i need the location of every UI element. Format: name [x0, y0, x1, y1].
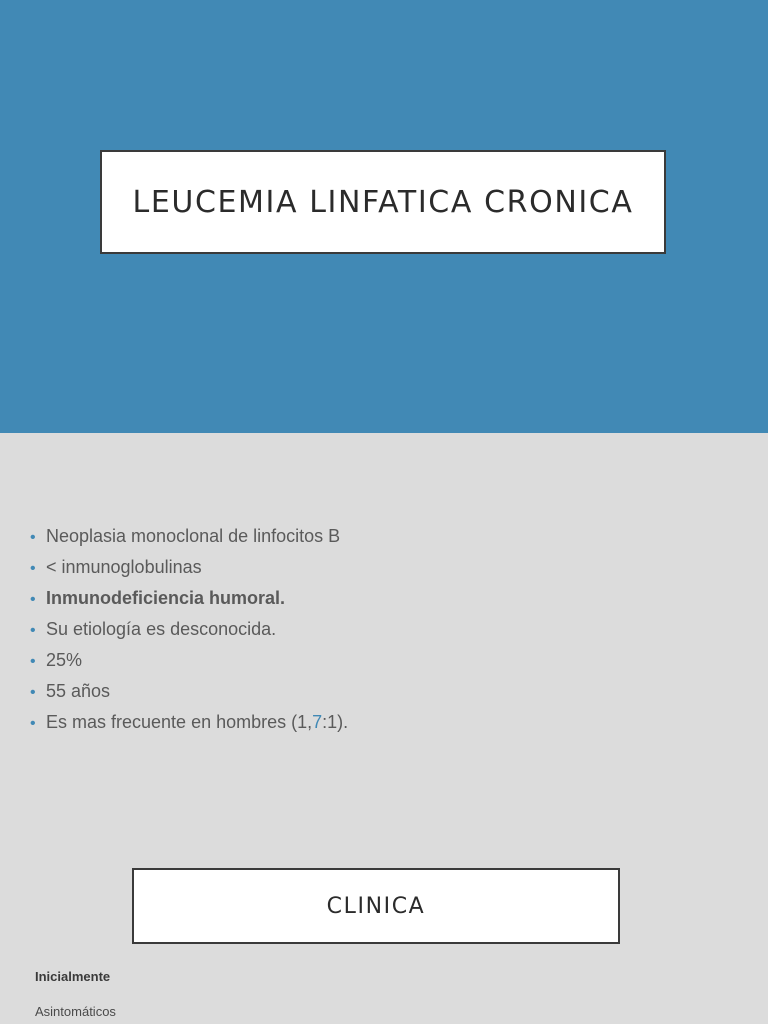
- bullet-dot-icon: •: [30, 622, 36, 639]
- bullet-dot-icon: •: [30, 591, 36, 608]
- section-title: CLINICA: [326, 893, 426, 919]
- section-title-box: [132, 868, 620, 944]
- sub-text: Asintomáticos: [35, 1004, 116, 1019]
- content-slide: [0, 433, 768, 1024]
- ratio-text-after: :1).: [322, 712, 349, 732]
- bullet-text: Su etiología es desconocida.: [46, 619, 277, 639]
- bullet-dot-icon: •: [30, 560, 36, 577]
- bullet-item: [30, 645, 348, 676]
- bullet-list: [30, 521, 348, 738]
- bullet-text: Neoplasia monoclonal de linfocitos B: [46, 526, 341, 546]
- bullet-dot-icon: •: [30, 653, 36, 670]
- bullet-item: [30, 583, 348, 614]
- bullet-text: 25%: [46, 650, 83, 670]
- title-box: [100, 150, 666, 254]
- bullet-dot-icon: •: [30, 715, 36, 732]
- bullet-item: [30, 614, 348, 645]
- title-slide: [0, 0, 768, 433]
- bullet-item: [30, 552, 348, 583]
- ratio-text-before: Es mas frecuente en hombres (1,: [46, 712, 313, 732]
- bullet-item: [30, 707, 348, 738]
- bullet-dot-icon: •: [30, 684, 36, 701]
- bullet-item: [30, 676, 348, 707]
- bullet-text: < inmunoglobulinas: [46, 557, 202, 577]
- bullet-text: Inmunodeficiencia humoral.: [46, 588, 286, 608]
- ratio-text-mid: 7: [312, 712, 323, 732]
- bullet-item: [30, 521, 348, 552]
- sub-heading: Inicialmente: [35, 969, 111, 984]
- slide-title: LEUCEMIA LINFATICA CRONICA: [132, 184, 634, 220]
- bullet-text: [46, 712, 348, 732]
- bullet-text: 55 años: [46, 681, 111, 701]
- bullet-dot-icon: •: [30, 529, 36, 546]
